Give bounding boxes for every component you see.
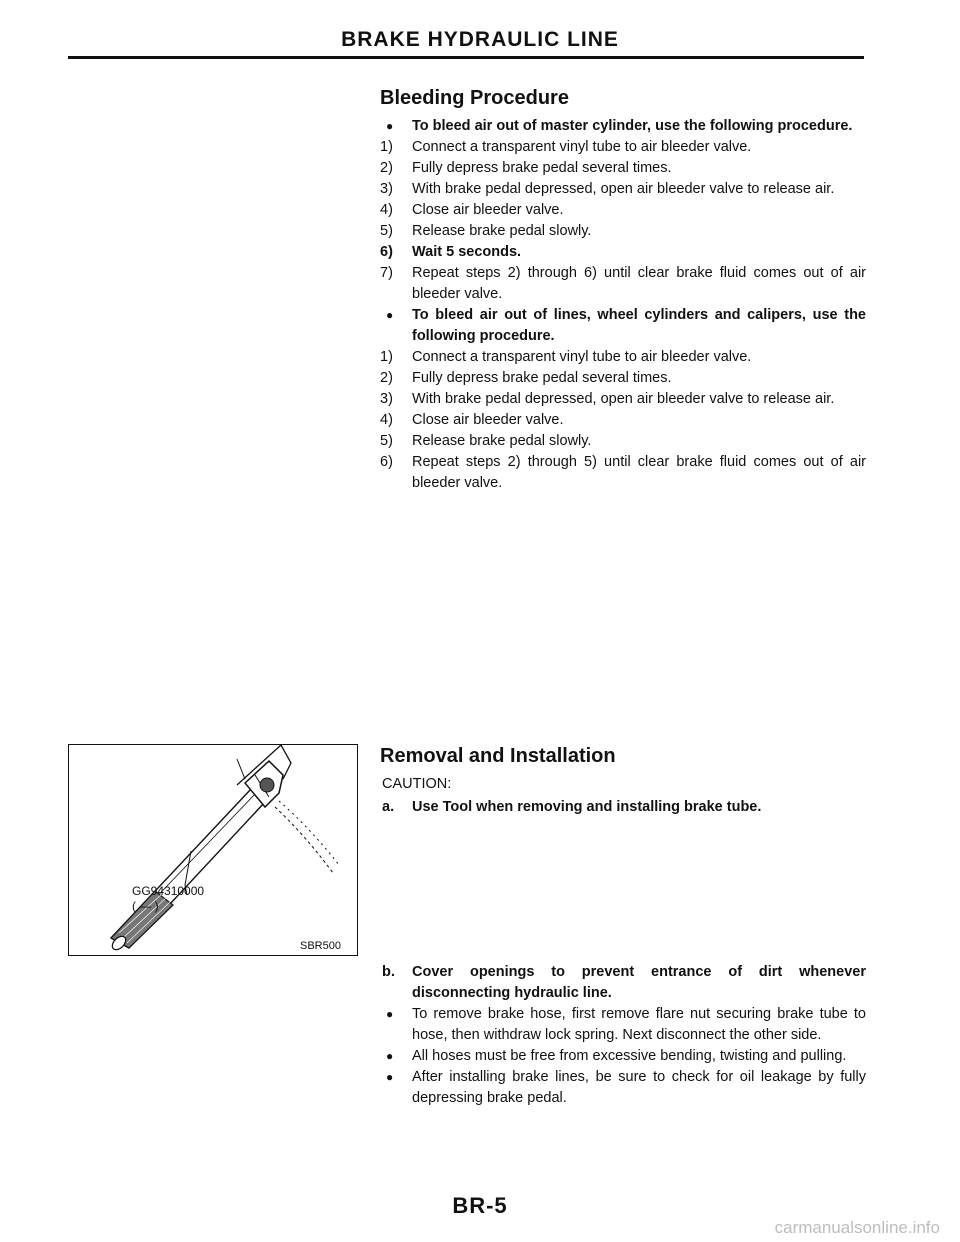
list-item: ● All hoses must be free from excessive bending, twisting and pulling. (380, 1046, 866, 1067)
caution-item-a: a. Use Tool when removing and installing brake tube. (382, 799, 762, 815)
bullet-icon: ● (386, 1070, 394, 1084)
removal-heading-block (380, 744, 866, 818)
tool-figure (68, 744, 358, 956)
list-item: 2) Fully depress brake pedal several times. (380, 370, 672, 386)
tool-label (132, 884, 204, 914)
tool-sub: ( — ) (132, 899, 159, 913)
tool-number: GG94310000 (132, 884, 205, 898)
list-item: 5) Release brake pedal slowly. (380, 223, 592, 239)
bleeding-heading: Bleeding Procedure (380, 87, 569, 109)
bleeding-procedure-section (380, 86, 866, 494)
list-item: ● To remove brake hose, first remove flare nut securing brake tube to hose, then withdraw lock spring. Next disconnect the other side. (386, 1006, 866, 1043)
page-number: BR-5 (452, 1193, 508, 1218)
bullet-icon: ● (386, 1049, 394, 1063)
header-rule (68, 56, 864, 59)
lines-intro: ● To bleed air out of lines, wheel cylinders and calipers, use the following procedure. (386, 307, 866, 344)
removal-heading: Removal and Installation (380, 745, 616, 767)
list-item: ● After installing brake lines, be sure to check for oil leakage by fully depressing brake pedal. (386, 1069, 866, 1106)
caution-label: CAUTION: (382, 776, 452, 792)
bullet-icon: ● (386, 119, 394, 133)
list-item: 7) Repeat steps 2) through 6) until clear brake fluid comes out of air bleeder valve. (380, 265, 866, 302)
list-item: 1) Connect a transparent vinyl tube to air bleeder valve. (380, 349, 752, 365)
list-item: 3) With brake pedal depressed, open air bleeder valve to release air. (380, 391, 835, 407)
list-item: 6) Wait 5 seconds. (380, 244, 522, 260)
list-item: 4) Close air bleeder valve. (380, 412, 564, 428)
removal-notes (380, 962, 866, 1109)
watermark: carmanualsonline.info (774, 1218, 940, 1237)
page-header-title: BRAKE HYDRAULIC LINE (341, 28, 619, 51)
figure-code: SBR500 (300, 940, 341, 952)
bullet-icon: ● (386, 1007, 394, 1021)
list-item: 5) Release brake pedal slowly. (380, 433, 592, 449)
list-item: 4) Close air bleeder valve. (380, 202, 564, 218)
list-item: 6) Repeat steps 2) through 5) until clear brake fluid comes out of air bleeder valve. (380, 454, 866, 491)
flare-nut-wrench-illustration (69, 745, 359, 957)
master-intro: ● To bleed air out of master cylinder, use the following procedure. (380, 116, 866, 137)
list-item: 3) With brake pedal depressed, open air bleeder valve to release air. (380, 181, 835, 197)
caution-item-b: b. Cover openings to prevent entrance of dirt whenever disconnecting hydraulic line. (382, 964, 866, 1001)
bullet-icon: ● (386, 308, 394, 322)
list-item: 1) Connect a transparent vinyl tube to air bleeder valve. (380, 139, 752, 155)
list-item: 2) Fully depress brake pedal several times. (380, 160, 672, 176)
